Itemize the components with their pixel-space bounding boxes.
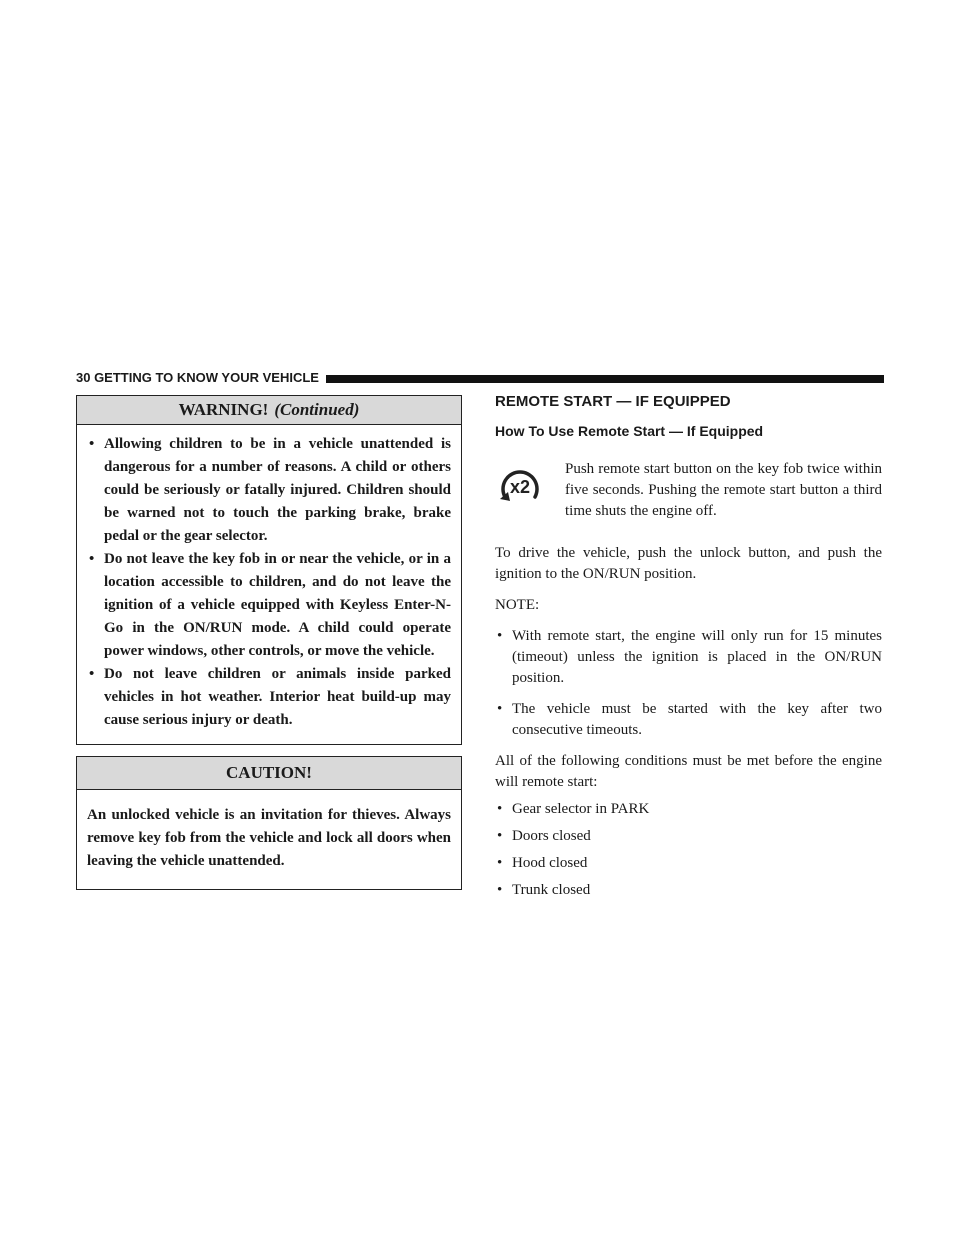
bullet-icon: • — [497, 801, 503, 817]
page-number-section-title: 30 GETTING TO KNOW YOUR VEHICLE — [76, 370, 319, 385]
warning-item — [87, 663, 451, 732]
condition-item — [495, 880, 882, 901]
bullet-icon: • — [497, 882, 503, 898]
caution-box — [76, 756, 462, 890]
right-column — [495, 392, 882, 901]
note-item-text: The vehicle must be started with the key after two consecutive timeouts. — [512, 701, 882, 738]
condition-item-text: Gear selector in PARK — [512, 801, 650, 817]
condition-item — [495, 799, 882, 820]
warning-continued: (Continued) — [274, 400, 360, 419]
note-item — [495, 699, 882, 741]
condition-item-text: Doors closed — [512, 828, 591, 844]
remote-start-instruction — [495, 459, 882, 531]
bullet-icon: • — [497, 701, 503, 717]
warning-title: WARNING! — [178, 400, 269, 419]
conditions-intro: All of the following conditions must be met before the engine will remote start: — [495, 753, 882, 790]
bullet-icon: • — [497, 828, 503, 844]
bullet-icon: • — [497, 855, 503, 871]
warning-item-text: Allowing children to be in a vehicle unattended is dangerous for a number of reasons. A child or others could be seriously or fatally injured. Children should be warned not to touch the parking brake, brake pedal or the gear selector. — [104, 436, 451, 544]
caution-body — [77, 790, 461, 889]
condition-item-text: Trunk closed — [512, 882, 591, 898]
warning-body — [77, 425, 461, 744]
warning-header — [77, 396, 461, 425]
section-heading: REMOTE START — IF EQUIPPED — [495, 393, 731, 410]
bullet-icon: • — [89, 551, 95, 567]
page-header — [76, 370, 884, 386]
icon-instruction-text: Push remote start button on the key fob twice within five seconds. Pushing the remote start button a third time shuts the engine off. — [565, 461, 882, 519]
condition-item — [495, 853, 882, 874]
note-item-text: With remote start, the engine will only run for 15 minutes (timeout) unless the ignition is placed in the ON/RUN position. — [512, 628, 882, 686]
caution-title: CAUTION! — [226, 763, 312, 782]
bullet-icon: • — [497, 628, 503, 644]
header-rule — [326, 375, 884, 383]
drive-instruction: To drive the vehicle, push the unlock button, and push the ignition to the ON/RUN position. — [495, 545, 882, 582]
warning-box — [76, 395, 462, 745]
note-label: NOTE: — [495, 597, 540, 613]
caution-header — [77, 757, 461, 790]
bullet-icon: • — [89, 436, 95, 452]
left-column — [76, 395, 462, 890]
warning-item — [87, 433, 451, 548]
bullet-icon: • — [89, 666, 95, 682]
icon-label: x2 — [509, 477, 531, 497]
remote-start-x2-icon — [495, 463, 545, 507]
warning-item-text: Do not leave children or animals inside parked vehicles in hot weather. Interior heat build-up may cause serious injury or death. — [104, 666, 451, 728]
condition-item — [495, 826, 882, 847]
warning-item — [87, 548, 451, 663]
subsection-heading: How To Use Remote Start — If Equipped — [495, 423, 764, 439]
caution-text: An unlocked vehicle is an invitation for thieves. Always remove key fob from the vehicle and lock all doors when leaving the vehicle unattended. — [87, 807, 451, 869]
condition-item-text: Hood closed — [512, 855, 588, 871]
note-item — [495, 626, 882, 689]
warning-item-text: Do not leave the key fob in or near the vehicle, or in a location accessible to children, and do not leave the ignition of a vehicle equipped with Keyless Enter-N-Go in the ON/RUN mode. A child could operate power windows, other controls, or move the vehicle. — [104, 551, 451, 659]
